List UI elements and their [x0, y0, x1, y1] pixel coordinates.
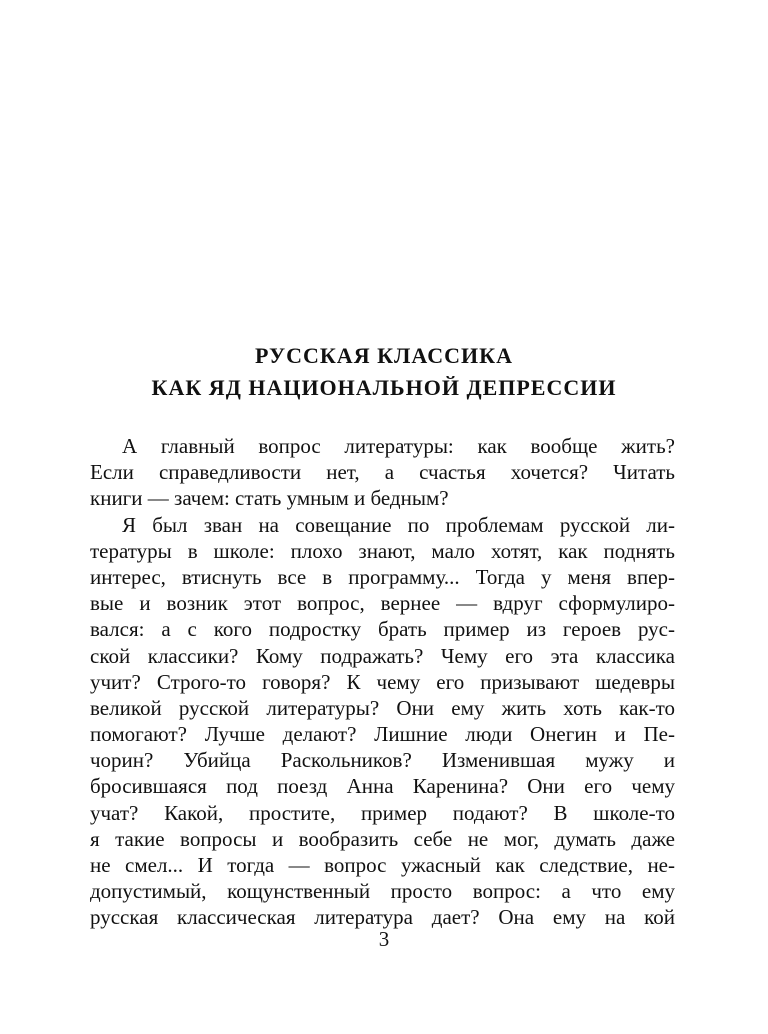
text-line: ской классики? Кому подражать? Чему его эта классика — [90, 643, 675, 668]
text-line: я такие вопросы и вообразить себе не мог, думать даже — [90, 826, 675, 851]
text-line: бросившаяся под поезд Анна Каренина? Они его чему — [90, 774, 675, 799]
text-line: учит? Строго-то говоря? К чему его призывают шедевры — [90, 669, 675, 694]
text-line: тературы в школе: плохо знают, мало хотят, как поднять — [90, 538, 675, 563]
text-line: вался: а с кого подростку брать пример из героев рус- — [90, 617, 675, 642]
text-line: книги — зачем: стать умным и бедным? — [90, 486, 449, 511]
text-line: чорин? Убийца Раскольников? Изменившая мужу и — [90, 748, 675, 773]
text-line: учат? Какой, простите, пример подают? В школе-то — [90, 800, 675, 825]
text-line: Если справедливости нет, а счастья хочется? Читать — [90, 460, 675, 485]
text-line: интерес, втиснуть все в программу... Тогда у меня впер- — [90, 564, 675, 589]
text-line: великой русской литературы? Они ему жить хоть как-то — [90, 695, 675, 720]
text-line: Я был зван на совещание по проблемам русской ли- — [122, 512, 675, 537]
chapter-title-line-1: РУССКАЯ КЛАССИКА — [255, 343, 513, 368]
text-line: вые и возник этот вопрос, вернее — вдруг сформулиро- — [90, 591, 675, 616]
text-line: А главный вопрос литературы: как вообще жить? — [122, 434, 675, 458]
text-line: не смел... И тогда — вопрос ужасный как следствие, не- — [90, 853, 675, 877]
text-line: помогают? Лучше делают? Лишние люди Онегин и Пе- — [90, 722, 675, 747]
chapter-title-line-2: КАК ЯД НАЦИОНАЛЬНОЙ ДЕПРЕССИИ — [151, 375, 617, 400]
text-line: русская классическая литература дает? Она ему на кой — [90, 905, 675, 930]
body-text — [90, 433, 675, 931]
text-line: допустимый, кощунственный просто вопрос: а что ему — [90, 879, 675, 904]
page-number: 3 — [378, 927, 390, 951]
